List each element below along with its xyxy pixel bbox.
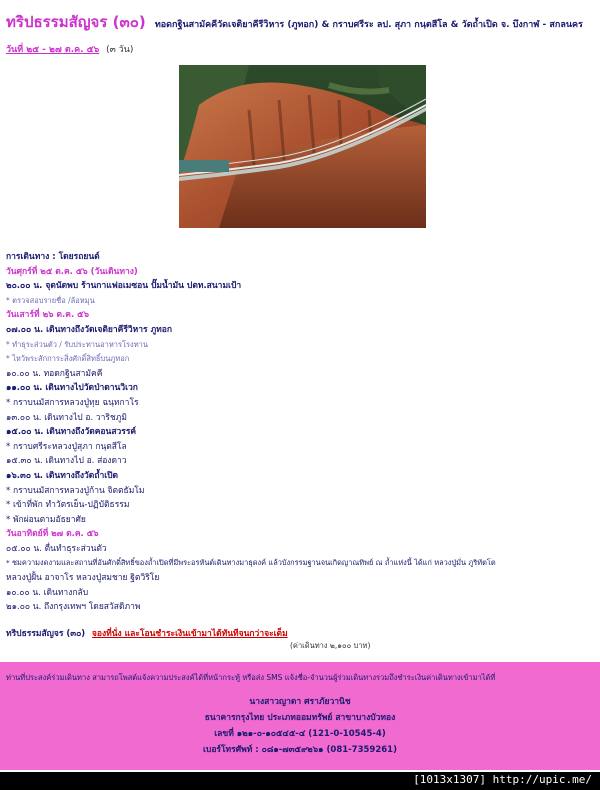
page-title: ทริปธรรมสัญจร (๓๐) — [6, 13, 146, 31]
day3-item: * ชมความงดงามและสถานที่อันศักดิ์สิทธิ์ของถ้ำเปิดที่มีพระอรหันต์เดินทางมาธุดงค์ แล้วบังกรรมฐานจนเกิดญาณทิพย์ ณ ถ้ำแห่งนี้ ได้แก่ หลวงปู่มั่น ภูริทัตโต — [6, 558, 496, 568]
day1-heading: วันศุกร์ที่ ๒๕ ต.ค. ๕๖ (วันเดินทาง) — [6, 266, 138, 277]
day2-item: * กราบนมัสการหลวงปู่ทุย ฉนฺทกาโร — [6, 397, 139, 408]
bank-name: ธนาคารกรุงไทย ประเภทออมทรัพย์ สาขาบางบัวทอง — [204, 713, 396, 723]
payment-intro: ท่านที่ประสงค์ร่วมเดินทาง สามารถโพสต์แจ้งความประสงค์ได้ที่หน้ากระทู้ หรือส่ง SMS แจ้งชื่อ-จำนวนผู้ร่วมเดินทางรวมถึงชำระเงินค่าเดินทางเข้ามาได้ที่ — [6, 673, 496, 682]
day2-item: * กราบนมัสการหลวงปู่ก้าน จิตตธัมโม — [6, 485, 145, 496]
travel-mode: การเดินทาง : โดยรถยนต์ — [6, 252, 100, 262]
day2-item: ๑๖.๓๐ น. เดินทางถึงวัดถ้ำเปิด — [6, 470, 119, 481]
payment-box — [0, 662, 600, 770]
day3-heading: วันอาทิตย์ที่ ๒๗ ต.ค. ๕๖ — [6, 529, 99, 540]
day2-item: * เข้าที่พัก ทำวัตรเย็น-ปฏิบัติธรรม — [6, 500, 130, 511]
day1-item: * ตรวจสอบรายชื่อ /ล้อหมุน — [6, 295, 95, 305]
date-range — [6, 42, 133, 56]
day3-item: ๒๑.๐๐ น. ถึงกรุงเทพฯ โดยสวัสดิภาพ — [6, 602, 141, 613]
booking-line — [6, 626, 288, 640]
booking-label: ทริปธรรมสัญจร (๓๐) — [6, 629, 86, 639]
header — [6, 10, 596, 34]
day2-item: ๑๕.๐๐ น. เดินทางถึงวัดคอนสวรรค์ — [6, 427, 137, 438]
day3-item: ๑๐.๐๐ น. เดินทางกลับ — [6, 587, 89, 598]
itinerary — [6, 250, 594, 615]
day2-item: * ไหว้พระสักการะสิ่งศักดิ์สิทธิ์บนภูทอก — [6, 354, 130, 364]
page-subtitle: ทอดกฐินสามัคคีวัดเจติยาคีรีวิหาร (ภูทอก) & กราบศรีระ ลป. สุภา กนฺตสีโล & วัดถ้ำเปิด จ. บึงกาฬ - สกลนคร — [154, 20, 583, 30]
phone-number: เบอร์โทรศัพท์ : ๐๘๑-๗๓๕๙๒๖๑ (081-7359261) — [203, 745, 397, 755]
account-name: นางสาวญาดา ศราภัยวานิช — [249, 697, 351, 707]
day2-item: * ทำธุระส่วนตัว / รับประทานอาหารโรงทาน — [6, 339, 149, 349]
day2-item: * กราบศรีระหลวงปู่สุภา กนฺตสีโล — [6, 441, 127, 452]
day2-heading: วันเสาร์ที่ ๒๖ ต.ค. ๕๖ — [6, 310, 89, 321]
day1-item: ๒๐.๐๐ น. จุดนัดพบ ร้านกาแฟอเมซอน ปั๊มน้ำมัน ปตท.สนามเป้า — [6, 281, 242, 292]
cliff-walkway-image — [179, 65, 426, 228]
day2-item: ๑๕.๓๐ น. เดินทางไป อ. ส่องดาว — [6, 456, 127, 467]
image-host-watermark: [1013x1307] http://upic.me/ — [413, 773, 592, 786]
day2-item: * พักผ่อนตามอัธยาศัย — [6, 514, 86, 525]
day2-item: ๑๑.๐๐ น. เดินทางไปวัดป่าดานวิเวก — [6, 383, 138, 394]
day2-item: ๐๗.๐๐ น. เดินทางถึงวัดเจติยาคีรีวิหาร ภูทอก — [6, 324, 173, 335]
price-note: (ค่าเดินทาง ๒,๑๐๐ บาท) — [290, 641, 371, 650]
date-range-text: วันที่ ๒๕ - ๒๗ ต.ค. ๕๖ — [6, 45, 100, 55]
day3-item: ๐๕.๐๐ น. ตื่นทำธุระส่วนตัว — [6, 543, 107, 554]
account-number: เลขที่ ๑๒๑-๐-๑๐๕๔๕-๔ (121-0-10545-4) — [214, 729, 386, 739]
day2-item: ๑๓.๐๐ น. เดินทางไป อ. วาริชภูมิ — [6, 412, 127, 423]
booking-link[interactable]: จองที่นั่ง และโอนชำระเงินเข้ามาได้ทันทีจนกว่าจะเต็ม — [91, 629, 288, 639]
day3-item: หลวงปู่ฝั้น อาจาโร หลวงปู่สมชาย ฐิตวิริโย — [6, 573, 160, 584]
cliff-walkway-photo — [179, 65, 426, 228]
duration-text: (๓ วัน) — [106, 45, 134, 55]
day2-item: ๑๐.๐๐ น. ทอดกฐินสามัคคี — [6, 368, 103, 379]
